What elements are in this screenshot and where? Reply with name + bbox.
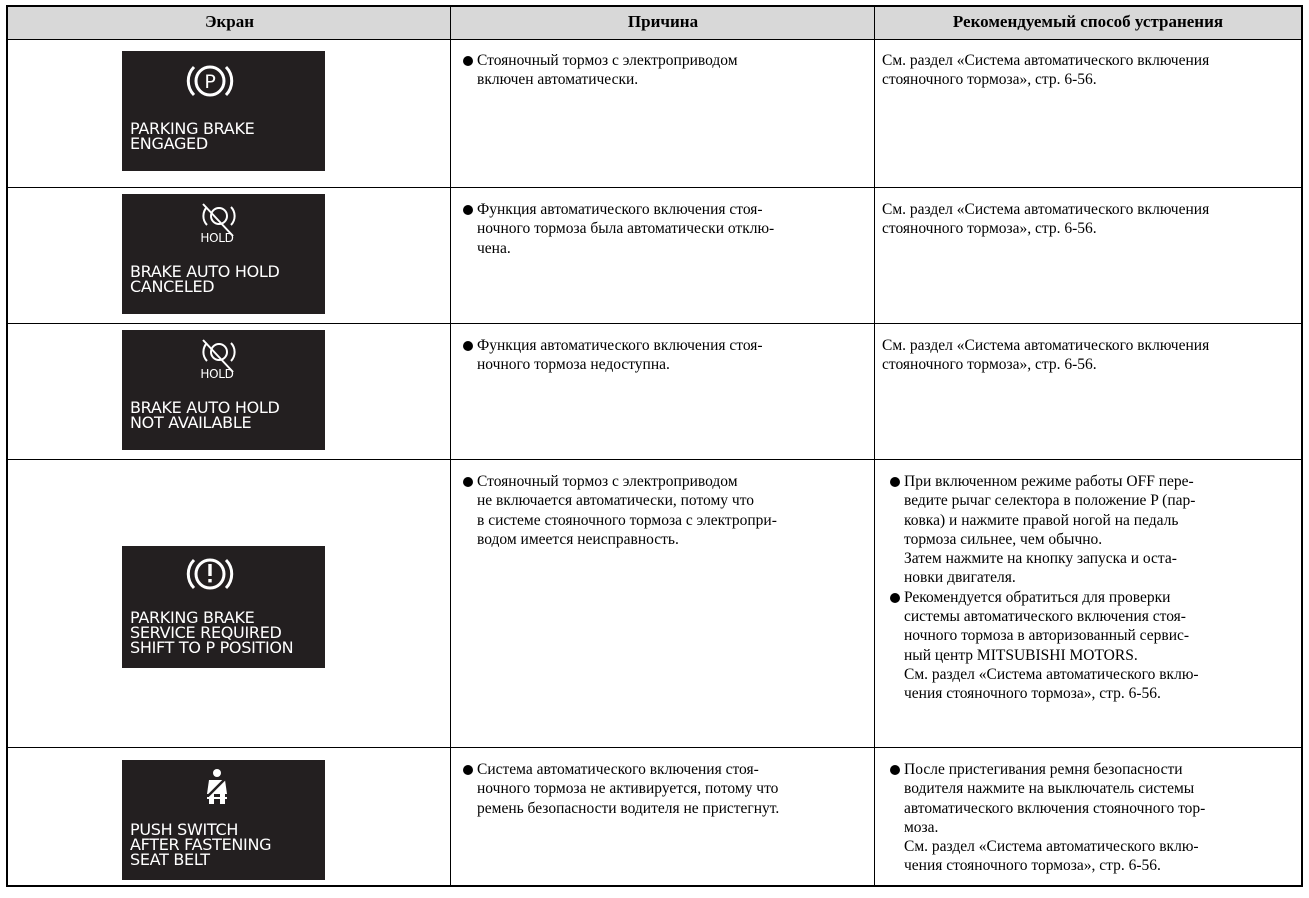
table-header	[8, 7, 1301, 40]
table-row	[8, 39, 1301, 187]
display-screen	[122, 51, 325, 171]
remedy-item: Рекомендуется обратиться для проверки системы автоматического включения стоя- ночного тормоза в авторизованный сервис- ный центр MITSUBISHI MOTORS. См. раздел «Система автоматического вклю- чения стояночного тормоза», стр. 6-56.	[890, 588, 1298, 704]
display-screen	[122, 330, 325, 450]
display-screen	[122, 194, 325, 314]
icon-text: HOLD	[200, 367, 234, 381]
cause-cell	[463, 472, 868, 549]
screen-line: NOT AVAILABLE	[130, 413, 252, 432]
parking-brake-p-icon	[186, 59, 234, 103]
screen-line: AFTER FASTENING	[130, 835, 272, 854]
screen-line: PUSH SWITCH	[130, 820, 239, 839]
cause-item: Стояночный тормоз с электроприводом включен автоматически.	[463, 51, 868, 90]
remedy-item: После пристегивания ремня безопасности водителя нажмите на выключатель системы автоматического включения стояночного тор- моза. См. раздел «Система автоматического вклю- чения стояночного тормоза», стр. 6-56.	[890, 760, 1298, 876]
remedy-item: При включенном режиме работы OFF пере- ведите рычаг селектора в положение P (пар- ковка) и нажмите правой ногой на педаль тормоза сильнее, чем обычно. Затем нажмите на кнопку запуска и оста- новки двигателя.	[890, 472, 1298, 588]
seat-belt-icon	[200, 768, 234, 808]
cause-item: Функция автоматического включения стоя- ночного тормоза недоступна.	[463, 336, 868, 375]
table-row	[8, 188, 1301, 323]
svg-text:P: P	[204, 71, 216, 93]
remedy-cell	[890, 472, 1298, 704]
cause-cell	[463, 336, 868, 375]
icon-text: HOLD	[200, 231, 234, 245]
table-row	[8, 748, 1301, 887]
brake-hold-unavailable-icon	[198, 338, 238, 382]
brake-hold-canceled-icon	[198, 202, 238, 246]
screen-line: CANCELED	[130, 277, 215, 296]
display-screen	[122, 760, 325, 880]
table-row	[8, 460, 1301, 747]
cause-item: Функция автоматического включения стоя- ночного тормоза была автоматически отклю- чена.	[463, 200, 868, 258]
cause-cell	[463, 51, 868, 90]
screen-line: BRAKE AUTO HOLD	[130, 398, 280, 417]
cause-item: Стояночный тормоз с электроприводом не включается автоматически, потому что в системе стояночного тормоза с электропри- водом имеется неисправность.	[463, 472, 868, 549]
parking-brake-warning-icon	[186, 552, 234, 596]
display-screen	[122, 546, 325, 668]
screen-line: BRAKE AUTO HOLD	[130, 262, 280, 281]
table-row	[8, 324, 1301, 459]
cause-cell	[463, 760, 868, 818]
screen-line: PARKING BRAKE	[130, 608, 255, 627]
header-screen: Экран	[204, 12, 255, 31]
screen-line: SERVICE REQUIRED	[130, 623, 282, 642]
header-remedy: Рекомендуемый способ устранения	[952, 12, 1224, 31]
header-cause: Причина	[627, 12, 699, 31]
remedy-cell: См. раздел «Система автоматического включения стояночного тормоза», стр. 6-56.	[882, 337, 1210, 374]
remedy-cell: См. раздел «Система автоматического включения стояночного тормоза», стр. 6-56.	[882, 201, 1210, 238]
warning-table	[6, 5, 1303, 887]
remedy-cell	[890, 760, 1298, 876]
remedy-cell: См. раздел «Система автоматического включения стояночного тормоза», стр. 6-56.	[882, 52, 1210, 89]
screen-line: SEAT BELT	[130, 850, 210, 869]
screen-line: ENGAGED	[130, 134, 208, 153]
screen-line: PARKING BRAKE	[130, 119, 255, 138]
screen-line: SHIFT TO P POSITION	[130, 638, 294, 657]
cause-item: Система автоматического включения стоя- ночного тормоза не активируется, потому что ремень безопасности водителя не пристегнут.	[463, 760, 868, 818]
cause-cell	[463, 200, 868, 258]
